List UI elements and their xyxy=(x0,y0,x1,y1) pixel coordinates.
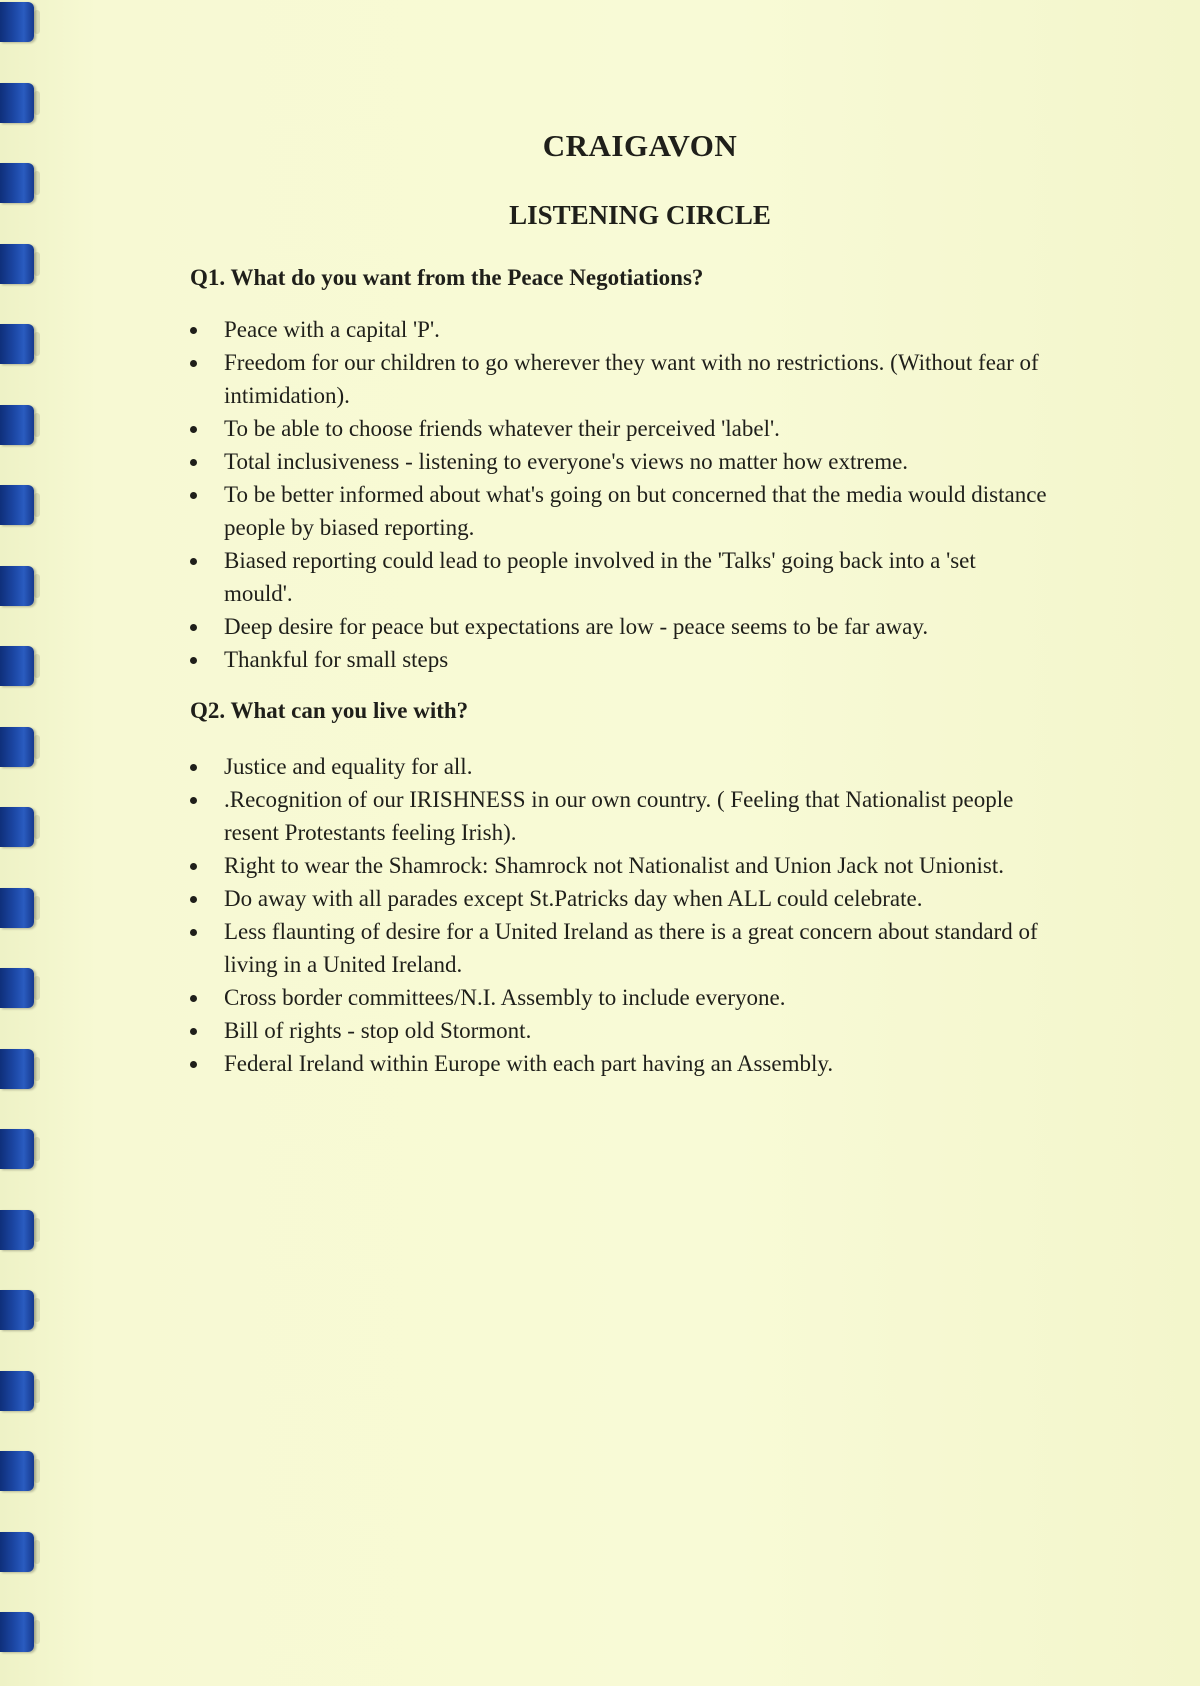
binding-ring xyxy=(0,807,34,847)
list-item-text: .Recognition of our IRISHNESS in our own country. ( Feeling that Nationalist people resent Protestants feeling Irish). xyxy=(224,787,1014,845)
list-item xyxy=(190,643,1050,676)
list-item xyxy=(190,915,1050,981)
list-item xyxy=(190,445,1050,478)
bullet-icon xyxy=(190,558,197,565)
list-item xyxy=(190,412,1050,445)
document-subtitle: LISTENING CIRCLE xyxy=(509,200,771,230)
q1-list xyxy=(190,313,1050,676)
list-item-text: Do away with all parades except St.Patricks day when ALL could celebrate. xyxy=(224,886,923,911)
bullet-icon xyxy=(190,426,197,433)
list-item-text: To be better informed about what's going on but concerned that the media would distance people by biased reporting. xyxy=(224,482,1047,540)
document-title: CRAIGAVON xyxy=(542,128,738,163)
bullet-icon xyxy=(190,995,197,1002)
binding-ring xyxy=(0,2,34,42)
binding-ring xyxy=(0,1049,34,1089)
document-content xyxy=(190,128,1050,1080)
binding-ring xyxy=(0,1451,34,1491)
binding-ring xyxy=(0,1532,34,1572)
binding-ring xyxy=(0,727,34,767)
list-item xyxy=(190,1047,1050,1080)
binding-ring xyxy=(0,1129,34,1169)
binding-ring xyxy=(0,405,34,445)
list-item-text: Bill of rights - stop old Stormont. xyxy=(224,1018,532,1043)
binding-ring xyxy=(0,1371,34,1411)
list-item xyxy=(190,478,1050,544)
list-item-text: Justice and equality for all. xyxy=(224,754,473,779)
list-item-text: Deep desire for peace but expectations are low - peace seems to be far away. xyxy=(224,614,929,639)
list-item xyxy=(190,544,1050,610)
list-item xyxy=(190,783,1050,849)
list-item-text: Cross border committees/N.I. Assembly to include everyone. xyxy=(224,985,786,1010)
list-item-text: Peace with a capital 'P'. xyxy=(224,317,440,342)
bullet-icon xyxy=(190,327,197,334)
binding-ring xyxy=(0,566,34,606)
list-item xyxy=(190,313,1050,346)
bullet-icon xyxy=(190,492,197,499)
list-item xyxy=(190,882,1050,915)
list-item-text: Thankful for small steps xyxy=(224,647,449,672)
binding-ring xyxy=(0,244,34,284)
binding-ring xyxy=(0,1210,34,1250)
binding-ring xyxy=(0,888,34,928)
bullet-icon xyxy=(190,459,197,466)
list-item xyxy=(190,610,1050,643)
binding-ring xyxy=(0,324,34,364)
section-heading-q1: Q1. What do you want from the Peace Negotiations? xyxy=(190,265,704,290)
list-item-text: Less flaunting of desire for a United Ireland as there is a great concern about standard of living in a United Ireland. xyxy=(224,919,1038,977)
spiral-binding xyxy=(0,0,44,1686)
binding-ring xyxy=(0,646,34,686)
list-item-text: Federal Ireland within Europe with each part having an Assembly. xyxy=(224,1051,834,1076)
binding-ring xyxy=(0,83,34,123)
bullet-icon xyxy=(190,929,197,936)
binding-ring xyxy=(0,485,34,525)
list-item xyxy=(190,346,1050,412)
list-item-text: Right to wear the Shamrock: Shamrock not Nationalist and Union Jack not Unionist. xyxy=(224,853,1004,878)
bullet-icon xyxy=(190,1028,197,1035)
bullet-icon xyxy=(190,863,197,870)
bullet-icon xyxy=(190,764,197,771)
binding-ring xyxy=(0,1612,34,1652)
section-heading-q2: Q2. What can you live with? xyxy=(190,698,469,723)
binding-ring xyxy=(0,163,34,203)
bullet-icon xyxy=(190,896,197,903)
list-item-text: Biased reporting could lead to people involved in the 'Talks' going back into a 'set mould'. xyxy=(224,548,976,606)
binding-ring xyxy=(0,968,34,1008)
list-item-text: Freedom for our children to go wherever they want with no restrictions. (Without fear of intimidation). xyxy=(224,350,1039,408)
bullet-icon xyxy=(190,624,197,631)
bullet-icon xyxy=(190,797,197,804)
bullet-icon xyxy=(190,657,197,664)
binding-ring xyxy=(0,1290,34,1330)
list-item xyxy=(190,849,1050,882)
bullet-icon xyxy=(190,1061,197,1068)
list-item-text: Total inclusiveness - listening to everyone's views no matter how extreme. xyxy=(224,449,909,474)
q2-list xyxy=(190,750,1050,1080)
list-item xyxy=(190,750,1050,783)
list-item xyxy=(190,1014,1050,1047)
list-item xyxy=(190,981,1050,1014)
list-item-text: To be able to choose friends whatever their perceived 'label'. xyxy=(224,416,780,441)
bullet-icon xyxy=(190,360,197,367)
